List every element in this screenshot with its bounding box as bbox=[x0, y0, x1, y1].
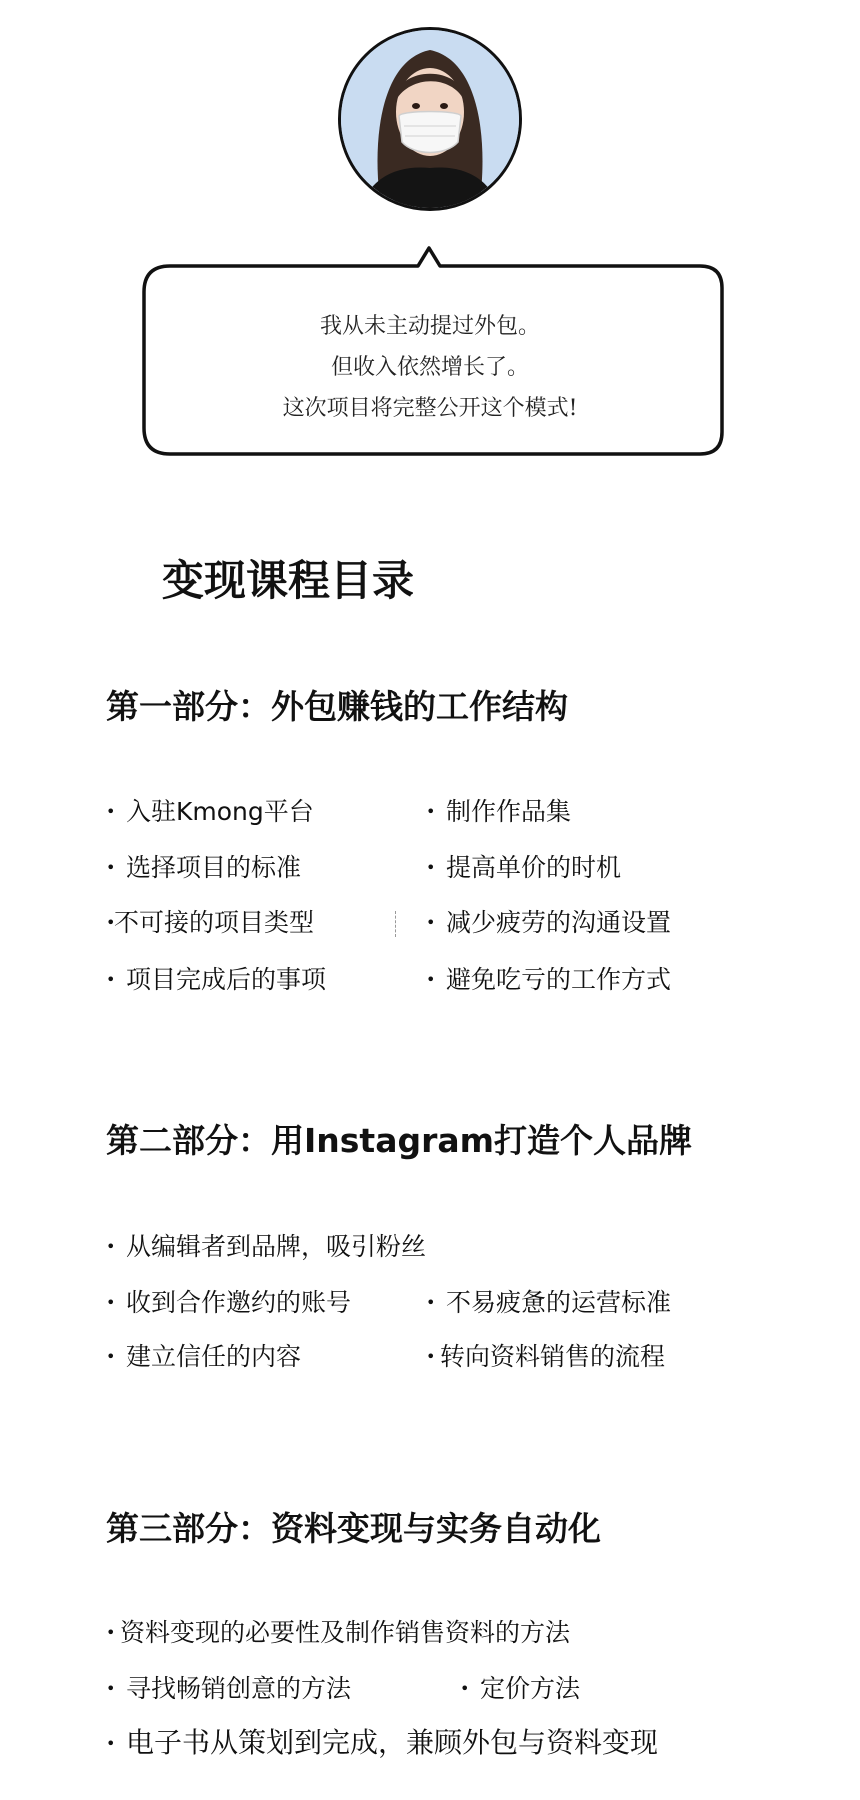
bullet-icon: • bbox=[426, 858, 436, 877]
list-item: • 寻找畅销创意的方法 bbox=[106, 1672, 351, 1706]
bubble-line: 但收入依然增长了。 bbox=[330, 355, 529, 380]
list-item: • 制作作品集 bbox=[426, 795, 571, 829]
bullet-icon: • bbox=[106, 1347, 116, 1366]
bullet-icon: • bbox=[106, 802, 116, 821]
list-item: • 定价方法 bbox=[460, 1672, 580, 1706]
bullet-icon: • bbox=[106, 970, 116, 989]
column-divider bbox=[395, 911, 396, 937]
list-item: • 入驻Kmong平台 bbox=[106, 795, 314, 829]
bubble-line: 这次项目将完整公开这个模式! bbox=[282, 396, 578, 421]
bullet-icon: • bbox=[106, 1734, 116, 1753]
speech-bubble bbox=[0, 236, 860, 476]
bullet-icon: • bbox=[106, 1623, 116, 1642]
bullet-icon: • bbox=[426, 913, 436, 932]
list-item: • 项目完成后的事项 bbox=[106, 963, 326, 997]
speech-bubble-text bbox=[142, 306, 718, 429]
part-3-heading: 第三部分：资料变现与实务自动化 bbox=[106, 1509, 601, 1548]
bullet-icon: • bbox=[106, 1679, 116, 1698]
part-1-heading: 第一部分：外包赚钱的工作结构 bbox=[106, 687, 568, 726]
page-title: 变现课程目录 bbox=[162, 556, 415, 605]
list-item: • 不易疲惫的运营标准 bbox=[426, 1286, 671, 1320]
bullet-icon: • bbox=[106, 858, 116, 877]
list-item: • 电子书从策划到完成，兼顾外包与资料变现 bbox=[106, 1726, 659, 1759]
part-2-heading: 第二部分：用Instagram打造个人品牌 bbox=[106, 1121, 693, 1160]
bullet-icon: • bbox=[426, 802, 436, 821]
profile-avatar bbox=[338, 27, 522, 211]
bullet-icon: • bbox=[106, 913, 116, 932]
list-item: • 避免吃亏的工作方式 bbox=[426, 963, 671, 997]
bullet-icon: • bbox=[106, 1237, 116, 1256]
bullet-icon: • bbox=[426, 970, 436, 989]
list-item: • 提高单价的时机 bbox=[426, 851, 621, 885]
bullet-icon: • bbox=[106, 1293, 116, 1312]
bubble-line: 我从未主动提过外包。 bbox=[319, 314, 540, 339]
list-item: • 收到合作邀约的账号 bbox=[106, 1286, 351, 1320]
list-item: • 减少疲劳的沟通设置 bbox=[426, 906, 671, 940]
list-item: • 资料变现的必要性及制作销售资料的方法 bbox=[106, 1616, 570, 1650]
list-item: • 选择项目的标准 bbox=[106, 851, 301, 885]
bullet-icon: • bbox=[426, 1293, 436, 1312]
person-photo-icon bbox=[341, 30, 519, 208]
list-item: •不可接的项目类型 bbox=[106, 906, 314, 940]
bullet-icon: • bbox=[426, 1347, 436, 1366]
list-item: • 转向资料销售的流程 bbox=[426, 1340, 665, 1374]
list-item: • 建立信任的内容 bbox=[106, 1340, 301, 1374]
list-item: • 从编辑者到品牌，吸引粉丝 bbox=[106, 1230, 426, 1264]
bullet-icon: • bbox=[460, 1679, 470, 1698]
